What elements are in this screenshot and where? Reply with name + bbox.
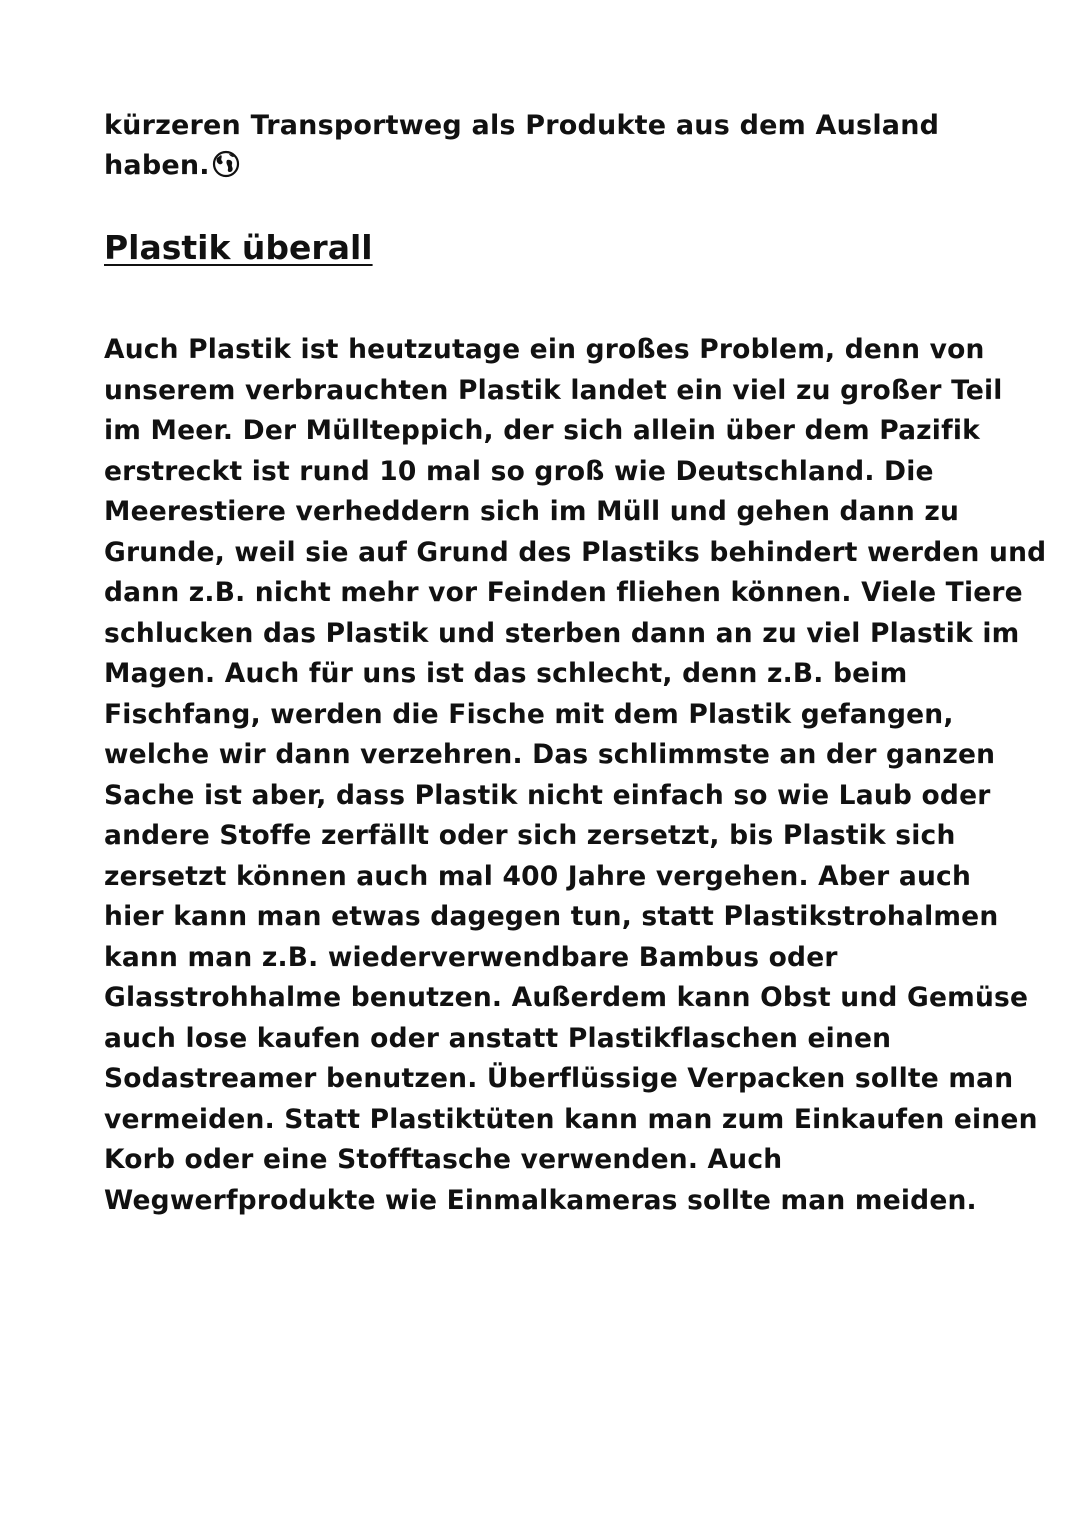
intro-line <box>104 146 984 186</box>
intro-line: kürzeren Transportweg als Produkte aus dem Ausland <box>104 110 940 141</box>
paragraph-line: andere Stoffe zerfällt oder sich zersetzt, bis Plastik sich <box>104 820 956 851</box>
paragraph-line: auch lose kaufen oder anstatt Plastikflaschen einen <box>104 1022 892 1054</box>
paragraph-line: erstreckt ist rund 10 mal so groß wie Deutschland. Die <box>104 455 934 487</box>
paragraph-line: hier kann man etwas dagegen tun, statt Plastikstrohalmen <box>104 901 999 932</box>
section-paragraph <box>104 330 1047 1221</box>
paragraph-line: Glasstrohhalme benutzen. Außerdem kann Obst und Gemüse <box>104 982 1029 1013</box>
paragraph-line: Sache ist aber, dass Plastik nicht einfach so wie Laub oder <box>104 779 991 811</box>
paragraph-line: Meerestiere verheddern sich im Müll und gehen dann zu <box>104 496 960 527</box>
paragraph-line: Magen. Auch für uns ist das schlecht, denn z.B. beim <box>104 658 908 689</box>
paragraph-line: unserem verbrauchten Plastik landet ein viel zu großer Teil <box>104 374 1003 406</box>
intro-paragraph <box>104 106 984 186</box>
intro-line-text: haben. <box>104 150 210 181</box>
paragraph-line: zersetzt können auch mal 400 Jahre vergehen. Aber auch <box>104 860 972 892</box>
paragraph-line: Sodastreamer benutzen. Überflüssige Verpacken sollte man <box>104 1063 1014 1094</box>
paragraph-line: vermeiden. Statt Plastiktüten kann man zum Einkaufen einen <box>104 1103 1038 1135</box>
paragraph-line: welche wir dann verzehren. Das schlimmste an der ganzen <box>104 739 996 770</box>
paragraph-line: Fischfang, werden die Fische mit dem Plastik gefangen, <box>104 698 954 730</box>
section-heading: Plastik überall <box>104 228 373 267</box>
paragraph-line: kann man z.B. wiederverwendbare Bambus oder <box>104 941 838 973</box>
paragraph-line: Auch Plastik ist heutzutage ein großes Problem, denn von <box>104 334 985 365</box>
paragraph-line: dann z.B. nicht mehr vor Feinden fliehen können. Viele Tiere <box>104 577 1023 608</box>
paragraph-line: im Meer. Der Müllteppich, der sich allein über dem Pazifik <box>104 415 980 446</box>
paragraph-line: Wegwerfprodukte wie Einmalkameras sollte man meiden. <box>104 1184 977 1216</box>
paragraph-line: Grunde, weil sie auf Grund des Plastiks behindert werden und <box>104 536 1047 568</box>
globe-icon <box>212 150 240 178</box>
paragraph-line: schlucken das Plastik und sterben dann an zu viel Plastik im <box>104 617 1020 649</box>
paragraph-line: Korb oder eine Stofftasche verwenden. Auch <box>104 1144 783 1175</box>
